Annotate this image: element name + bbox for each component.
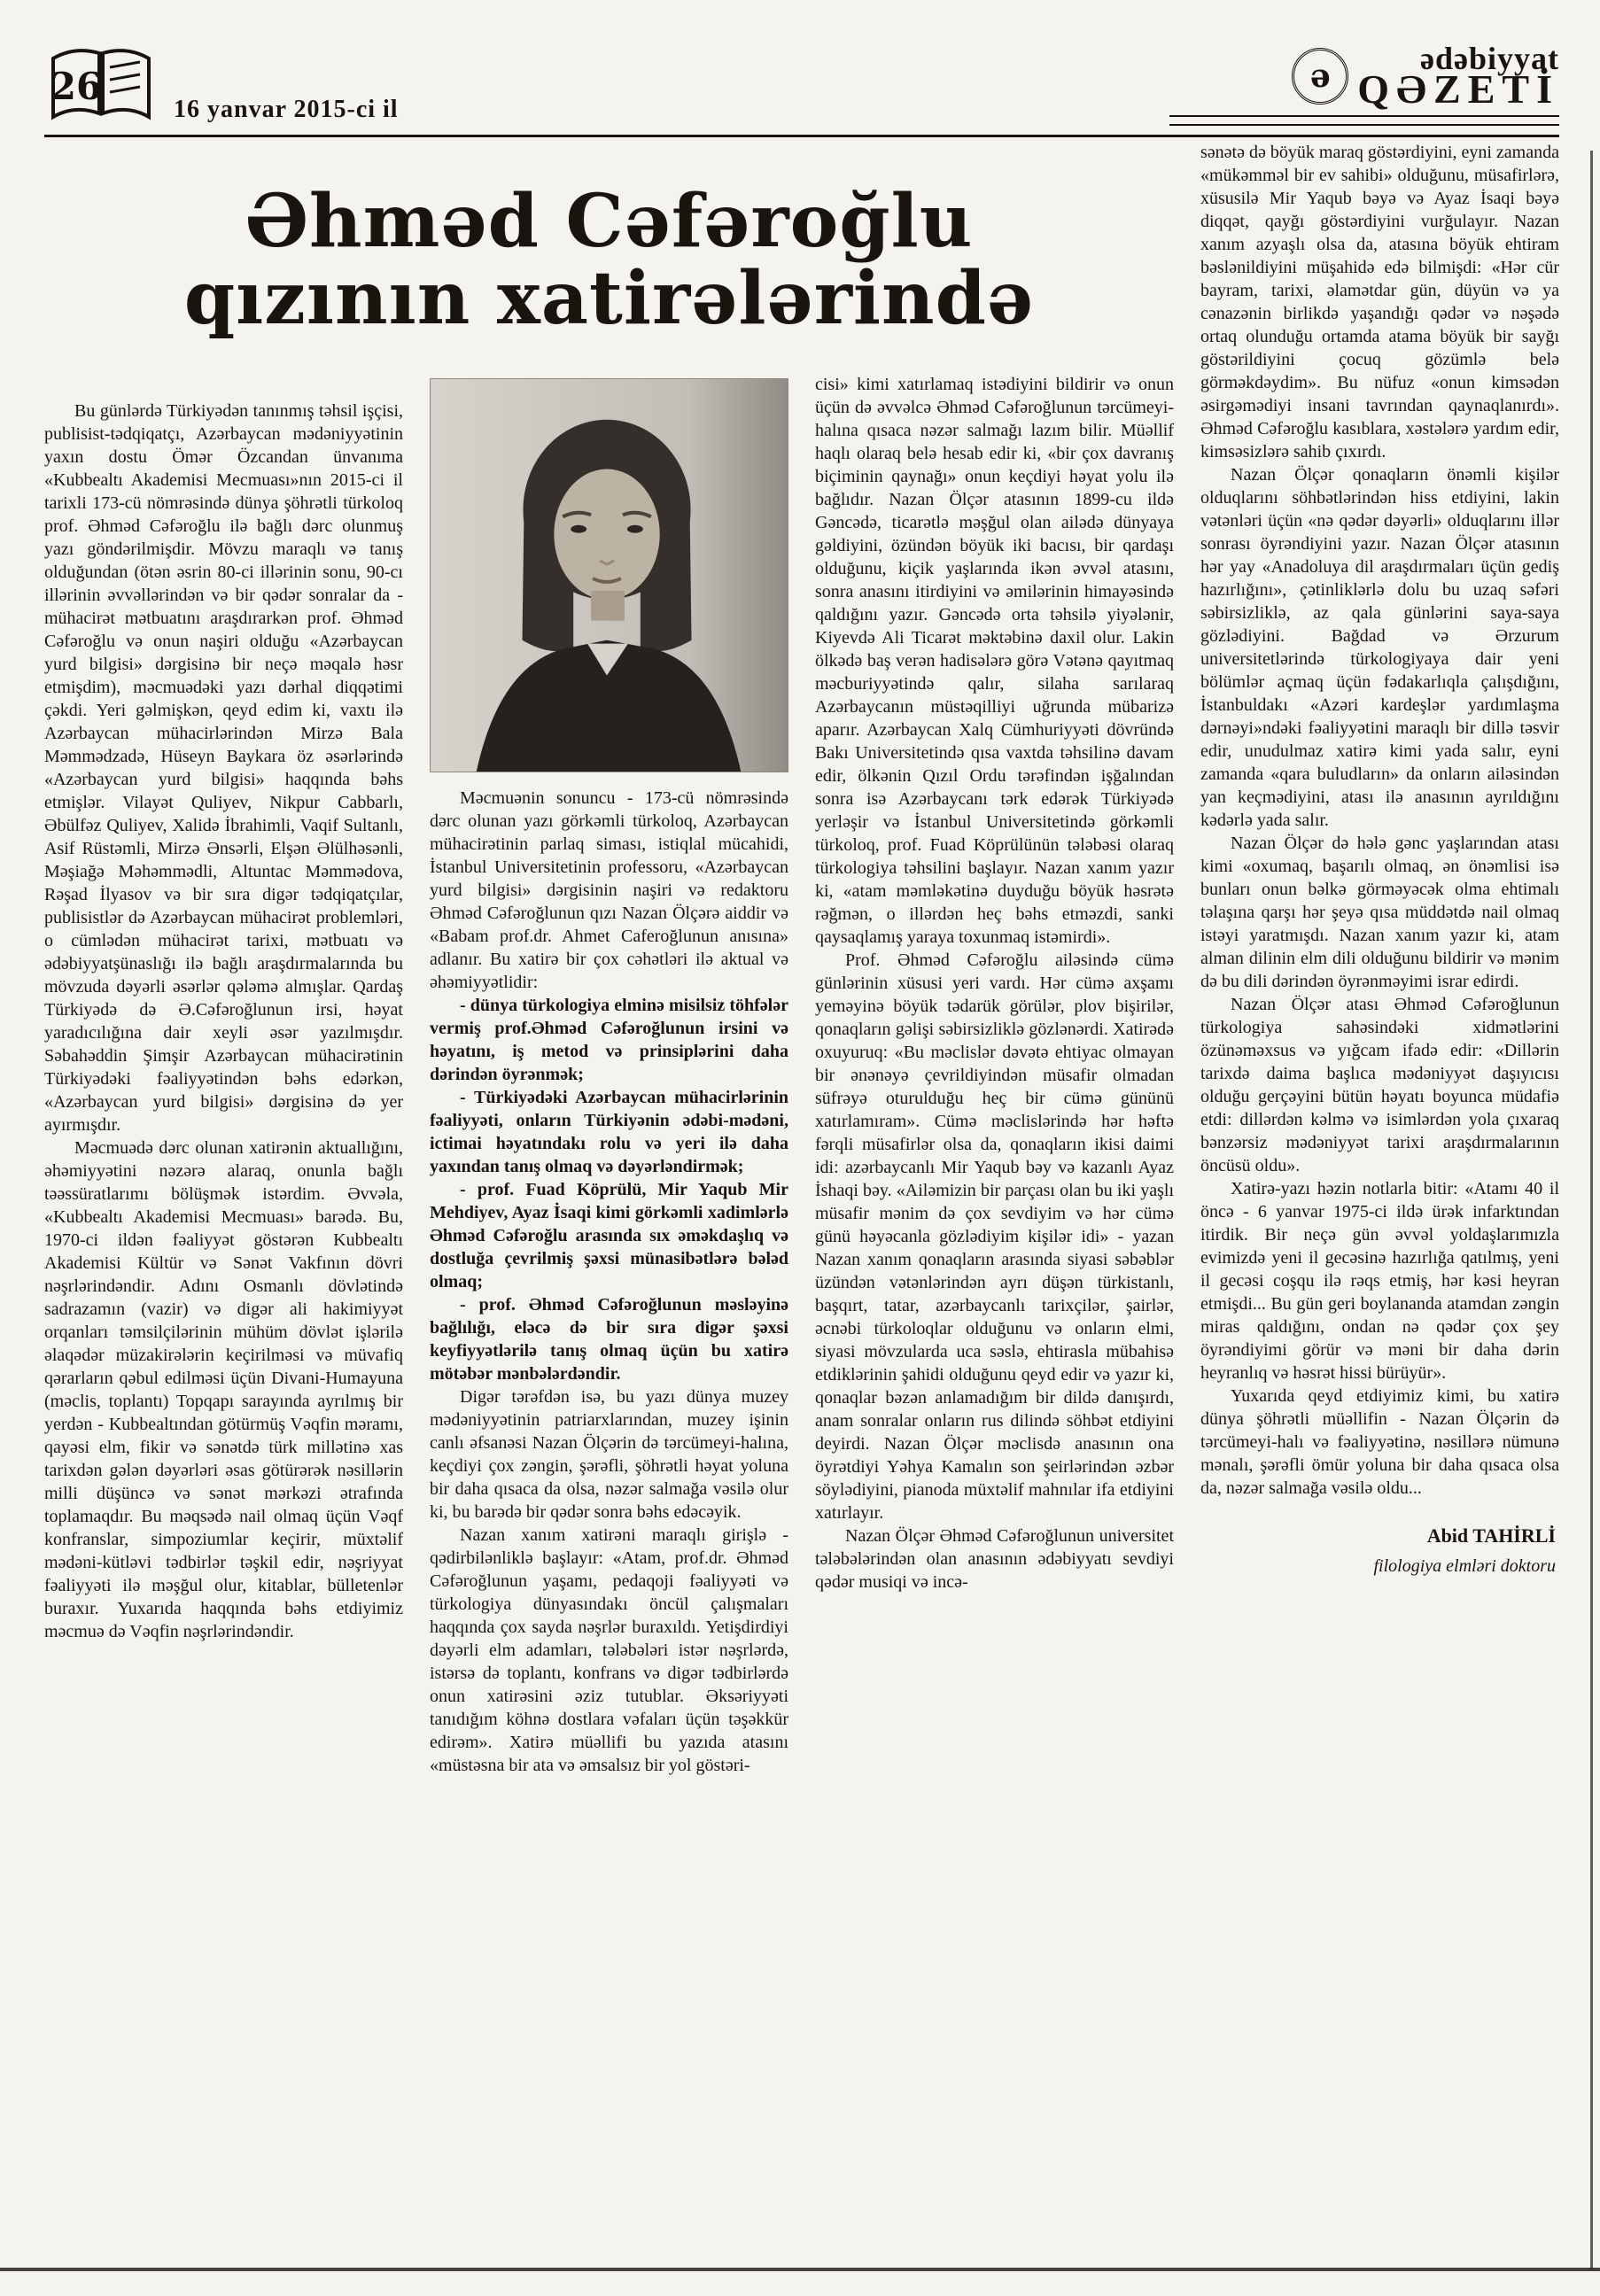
article-paragraph: Prof. Əhməd Cəfəroğlu ailəsində cümə günlərinin xüsusi yeri vardı. Hər cümə axşamı yeməyinə böyük tədarük görülər, plov bişirilər, qonaqların gəlişi səbirsizliklə gözlənərdi. Xatirədə oxuyuruq: «Bu məclislər dəvətə ehtiyac olmayan bir ənənəyə çevrildiyindən müsafir olmadan süfrəyə oturulduğu heç bir cümə gününü xatırlamıram». Cümə məclislərində hər həftə fərqli müsafirlər olsa da, qonaqların ikisi daimi idi: azərbaycanlı Mir Yaqub bəy və kazanlı Ayaz İshaqi bəy. «Ailəmizin bir parçası olan bu iki yaşlı müsafir mənim də çox sevdiyim və hər cümə günü həyəcanla gözlədiyim kişilər idi» - yazan Nazan xanım qonaqların arasında siyasi səbəblər üzündən vətənlərindən ayrı düşən türkistanlı, başqırt, tatar, azərbaycanlı tarixçilər, şairlər, əcnəbi türkoloqlar olduğunu və onların elmi, siyasi mövzularda uca səslə, ehtirasla mübahisə etdiklərinin şahidi olduğunu qeyd edir və yazır ki, qonaqlar bəzən anlamadığım bir dildə danışırdı, anam sonralar onların rus dilində söhbət etdiyini deyirdi. Nazan Ölçər məclisdə anasının ona öyrətdiyi Yəhya Kamalın son şeirlərindən əzbər söylədiyini, pianoda müxtəlif mahnılar ifa etdiyini xatırlayır. [815,950,1174,1523]
article-column-2 [430,373,788,2205]
page-header [44,23,1559,137]
article-paragraph: Nazan xanım xatirəni maraqlı girişlə - qədirbilənliklə başlayır: «Atam, prof.dr. Əhməd Cəfəroğlunun yaşamı, pedaqoji fəaliyyəti və türkologiya dünyasındakı öncül çalışmaları haqqında çox sayda nəşrlər buraxıldı. Yetişdirdiyi dəyərli elm adamları, tələbələri istər nəşrlərdə, istərsə də toplantı, konfrans və digər tədbirlərdə onun xatirəsini əziz tutublar. Əksəriyyəti tanıdığım köhnə dostlara vəfaları üçün təşəkkür edirəm». Xatirə müəllifi bu yazıda atasını «müstəsna bir ata və əmsalsız bir yol göstəri- [430,1524,788,1775]
article-paragraph: - dünya türkologiya elminə misilsiz töhfələr vermiş prof.Əhməd Cəfəroğlunun irsini və həyatını, iş metod və prinsiplərini daha dərindən öyrənmək; [430,995,788,1084]
ae-medallion-icon [1292,48,1348,105]
page-number: 26 [50,65,103,108]
article-paragraph: Digər tərəfdən isə, bu yazı dünya muzey mədəniyyətinin patriarxlarından, muzey işinin canlı əfsanəsi Nazan Ölçərin də tərcümeyi-halına, keçdiyi çox zəngin, şərəfli, şöhrətli həyat yoluna bir daha qısaca da olsa, nəzər salmağa vəsilə olur ki, bu barədə bir qədər sonra bəhs edəcəyik. [430,1386,788,1522]
issue-date: 16 yanvar 2015-ci il [174,96,399,123]
article-column-1 [44,373,403,2205]
byline-title: filologiya elmləri doktoru [1373,1556,1556,1576]
article-paragraph: Nazan Ölçər Əhməd Cəfəroğlunun universitet tələbələrindən olan anasının ədəbiyyatı sevdiyi qədər musiqi və incə- [815,1525,1174,1592]
column-4-text [1200,141,1559,1500]
book-icon [44,43,158,128]
article-paragraph: Məcmuənin sonuncu - 173-cü nömrəsində dərc olunan yazı görkəmli türkoloq, Azərbaycan mühacirətinin parlaq siması, istiqlal mücahidi, İstanbul Universitetinin professoru, «Azərbaycan yurd bilgisi» dərgisinin naşiri və redaktoru Əhməd Cəfəroğlunun qızı Nazan Ölçərə aiddir və «Babam prof.dr. Ahmet Caferoğlunun anısına» adlanır. Bu xatirə bir çox cəhətləri ilə aktual və əhəmiyyətlidir: [430,787,788,992]
byline [1200,1524,1559,1578]
header-left [44,43,399,128]
masthead-rule [1169,115,1559,126]
headline-line1: Əhməd Cəfəroğlu [245,179,974,264]
article-paragraph: Nazan Ölçər də hələ gənc yaşlarından atası kimi «oxumaq, başarılı olmaq, ən önəmlisi isə bunları onun bəlkə görməyəcək olma ehtimalı təlaşına qarşı hər şeyə qısa müddətdə nail olmaq istəyi yaratmışdı. Nazan xanım yazır ki, atam alman dilinin elm dili olduğunu bildirir və mənim də bu dili dərindən öyrənməyimi israr edirdi. [1200,834,1559,991]
column-2-text [430,787,788,1777]
article-column-4 [1200,141,1559,2205]
headline-line2: qızının xatirələrində [183,255,1035,341]
article-paragraph: Yuxarıda qeyd etdiyimiz kimi, bu xatirə dünya şöhrətli müəllifin - Nazan Ölçərin də tərcümeyi-halı və fəaliyyətinə, nəsillərə nümunə mənalı, şərəfli ömür yoluna bir daha qısaca olsa da, nəzər salmağa vəsilə oldu... [1200,1386,1559,1498]
article-paragraph: Nazan Ölçər qonaqların önəmli kişilər olduqlarını söhbətlərindən hiss etdiyini, lakin vətənləri üçün «nə qədər dəyərli» olduqlarını illər sonrası öyrəndiyini yazır. Nazan Ölçər atasının hər yay «Anadoluya dil araşdırmaları üçün gediş hazırlığını», çətinliklərlə dolu bu uzaq səfəri səbirsizliklə, az qala günlərini saya-saya gözlədiyini. Bağdad və Ərzurum universitetlərində türkologiyaya dair yeni bölümlər açmaq üçün fədakarlıqla çalışdığını, İstanbuldakı «Azəri kardeşlər yardımlaşma dərnəyi»ndəki fəaliyyətini maraqlı bir dillə təsvir edir, unudulmaz xatirə kimi yada salır, eyni zamanda «qara buludların» da onların ailəsindən yan keçmədiyini, atası ilə anasının ayrıldığını kədərlə yada salır. [1200,465,1559,830]
masthead-line2: QƏZETİ [1357,66,1559,112]
article-paragraph: cisi» kimi xatırlamaq istədiyini bildirir və onun üçün də əvvəlcə Əhməd Cəfəroğlunun tərcümeyi-halına qısaca nəzər salmağı lazım bilir. Müəllif haqlı olaraq belə hesab edir ki, «bir çox davranış biçiminin qaynağı» onun keçdiyi həyat yolu ilə bağlıdır. Nazan Ölçər atasının 1899-cu ildə Gəncədə, ticarətlə məşğul olan ailədə dünyaya gəldiyini, özündən böyük iki bacısı, bir qardaşı olduğunu, kiçik yaşlarında ikən əvvəl atasını, sonra anasını itirdiyini və əmilərinin himayəsində qaldığını yazır. Gəncədə orta təhsilə yiyələnir, Kiyevdə Ali Ticarət məktəbinə daxil olur. Lakin ölkədə baş verən hadisələrə görə Vətənə qayıtmaq məcburiyyətində qalır, silaha sarılaraq Azərbaycanın müstəqilliyi uğrunda mübarizə aparır. Azərbaycan Xalq Cümhuriyyəti dövründə Bakı Universitetində qısa vaxtda təhsilinə davam edir, ölkənin Qızıl Ordu tərəfindən işğalından sonra isə Azərbaycanı tərk edərək Türkiyədə yerləşir və İstanbul Universitetində görkəmli türkoloq, prof. Fuad Köprülünün tələbəsi olaraq türkologiya təhsilini başlayır. Nazan xanım yazır ki, «atam məmləkətinə duyduğu böyük həsrətə rəğmən, o illərdən heç bəhs etməzdi, sanki qaysaqlamış yaraya toxunmaq istəmirdi». [815,374,1174,947]
article-column-3 [815,373,1174,2205]
portrait-photo [430,378,788,772]
article-body [44,141,1559,2205]
masthead-line1: ədəbiyyat [1420,41,1559,76]
article-paragraph: - Türkiyədəki Azərbaycan mühacirlərinin fəaliyyəti, onların Türkiyənin ədəbi-mədəni, ictimai həyatındakı rolu və yeri ilə daha yaxından tanış olmaq və dəyərləndirmək; [430,1087,788,1176]
article-paragraph: - prof. Fuad Köprülü, Mir Yaqub Mir Mehdiyev, Ayaz İsaqi kimi görkəmli xadimlərlə Əhməd Cəfəroğlu arasında sıx əməkdaşlıq və dostluğa çevrilmiş şəxsi münasibətlərə bələd olmaq; [430,1179,788,1292]
article-paragraph: Nazan Ölçər atası Əhməd Cəfəroğlunun türkologiya sahəsindəki xidmətlərini özünəməxsus və yığcam ifadə edir: «Dillərin tarixdə daima başlıca mədəniyyət daşıyıcısı olduğu gerçəyini bütün həyatı boyunca müdafiə etdi: dillərdən kəlmə və isimlərdən yola çıxaraq bənzərsiz mədəniyyət tarixi araşdırmalarının öncüsü oldu». [1200,995,1559,1175]
scan-edge-right [1590,151,1593,2269]
masthead-logo [1169,43,1559,128]
article-paragraph: Xatirə-yazı həzin notlarla bitir: «Atamı 40 il öncə - 6 yanvar 1975-ci ildə ürək infarktından itirdik. Bir neçə gün əvvəl yoldaşlarımızla evimizdə yeni il gecəsinə hazırlığa qatılmış, yeni il gecəsi coşqu ilə rəqs etmiş, hər kəsi heyran etmişdi... Bu gün geri boylananda atamdan zəngin miras qaldığını, ondan nə qədər çox şey öyrəndiyimi görür və məni bir daha dərin heyranlıq və həsrət hissi bürüyür». [1200,1179,1559,1383]
article-paragraph: - prof. Əhməd Cəfəroğlunun məsləyinə bağlılığı, eləcə də bir sıra digər şəxsi keyfiyyətlərilə tanış olmaq üçün bu xatirə mötəbər mənbələrdəndir. [430,1294,788,1384]
byline-author: Abid TAHİRLİ [1426,1524,1556,1547]
article-paragraph: Məcmuədə dərc olunan xatirənin aktuallığını, əhəmiyyətini nəzərə alaraq, onunla bağlı təəssüratlarımı bölüşmək istərdim. Əvvəla, «Kubbealtı Akademisi Mecmuası» barədə. Bu, 1970-ci ildən fəaliyyət göstərən Kubbealtı Akademisi Kültür və Sənət Vakfının dövri nəşrlərindəndir. Adını Osmanlı dövlətində sadrazamın (vazir) və digər ali hakimiyyət orqanları təmsilçilərinin mühüm dövlət işlərilə əlaqədər müzakirələrin keçirilməsi və müvafiq qərarların qəbul edilməsi üçün Divani-Humayuna (məclis, toplantı) Topqapı sarayında ayrılmış bir yerdən - Kubbealtından götürmüş Vəqfin məramı, qayəsi elm, fikir və sənətdə türk millətinə xas tarixdən gələn dəyərləri əsas götürərək nəsillərin milli düşüncə və sənət mərkəzi ətrafında toplamaqdır. Bu məqsədə nail olmaq üçün Vəqf konfranslar, simpoziumlar keçirir, müxtəlif mədəni-kütləvi tədbirlər təşkil edir, nəşriyyat fəaliyyəti ilə məşğul olur, kitablar, bülletenlər buraxır. Yuxarıda haqqında bəhs etdiyimiz məcmuə də Vəqfin nəşrlərindəndir. [44,1137,403,1641]
article-paragraph: Bu günlərdə Türkiyədən tanınmış təhsil işçisi, publisist-tədqiqatçı, Azərbaycan mədəniyyətinin yaxın dostu Ömər Özcandan ünvanıma «Kubbealtı Akademisi Mecmuası»nın 2015-ci il tarixli 173-cü nömrəsində dünya şöhrətli türkoloq prof. Əhməd Cəfəroğlu ilə bağlı dərc olunmuş yazı göndərilmişdir. Mövzu maraqlı və tanış olduğundan (ötən əsrin 80-ci illərinin sonu, 90-cı illərinin əvvəllərindən və bir qədər sonralar da - mühacirət mətbuatını araşdırarkən prof. Əhməd Cəfəroğlu və onun naşiri olduğu «Azərbaycan yurd bilgisi» dərgisinə bir neçə məqalə həsr etmişdim), məcmuədəki yazı dərhal diqqətimi çəkdi. Yeri gəlmişkən, qeyd edim ki, vaxtı ilə Azərbaycan mühacirlərindən Mirzə Bala Məmmədzadə, Hüseyn Baykara öz əsərlərində «Azərbaycan yurd bilgisi» haqqında bəhs etmişlər. Vilayət Quliyev, Nikpur Cabbarlı, Əbülfəz Quliyev, Xalidə İbrahimli, Vaqif Sultanlı, Asif Rüstəmli, Mirzə Ənsərli, Elşən Əlülhəsənli, Məşiağə Məhəmmədli, Altuntac Məmmədova, Rəşad İlyasov və bir sıra digər tədqiqatçılar, publisistlər də Azərbaycan mühacirət problemləri, o cümlədən mühacirət tarixi, mətbuatı və ədəbiyyatşünaslığı ilə bağlı araşdırmalarında bu mövzuda dəyərli əsərlər qələmə almışlar. Qardaş Türkiyədə də Ə.Cəfəroğlunun irsi, həyat yaradıcılığına dair xeyli əsər yazılmışdır. Səbahəddin Şimşir Azərbaycan mühacirətinin Türkiyədəki fəaliyyətindən bəhs edərkən, «Azərbaycan yurd bilgisi» dərgisinə də yer ayırmışdır. [44,400,403,1135]
article-headline [44,179,1174,341]
scan-edge-bottom [0,2268,1600,2271]
ae-medallion-glyph: ə [1309,58,1331,95]
article-paragraph: sənətə də böyük maraq göstərdiyini, eyni zamanda «mükəmməl bir ev sahibi» olduğunu, müsafirlərə, xüsusilə Mir Yaqub bəyə və Ayaz İsaqi bəyə diqqət, qayğı göstərdiyini vurğulayır. Nazan xanım azyaşlı olsa da, atasına böyük ehtiram bəslənildiyini müşahidə edə bilmişdi: «Hər cür bayram, tarixi, əlamətdar gün, düyün və ya cənazənin birlikdə yaşandığı qədər və nəşədə ortaq olunduğu ortamda atama böyük bir sayğı göstərildiyini çocuq gözümlə belə görməkdəydim». Bu nüfuz «onun kimsədən əsirgəmədiyi insani tavrından qaynaqlanırdı». Əhməd Cəfəroğlu kasıblara, xəstələrə yardım edir, kimsəsizlərə sahib çıxırdı. [1200,143,1559,462]
